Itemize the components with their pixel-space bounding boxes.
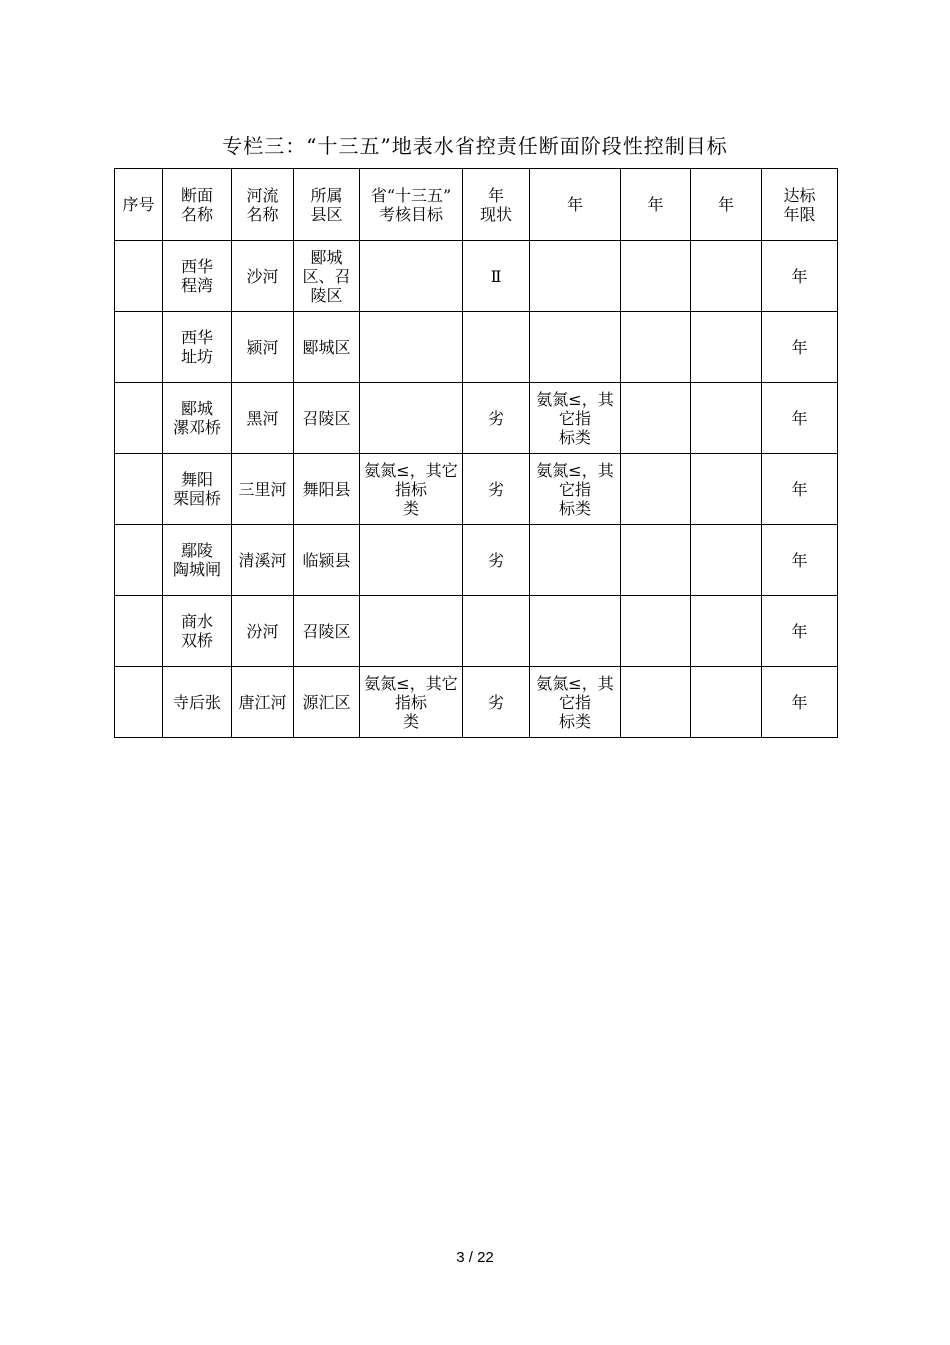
- cell-county: 郾城 区、召 陵区: [294, 241, 360, 312]
- cell-county: 舞阳县: [294, 454, 360, 525]
- cell-current-status: [463, 312, 530, 383]
- cell-compliance-deadline: 年: [762, 525, 838, 596]
- table-row: [115, 454, 838, 525]
- cell-year-1: 氨氮≤，其它指 标类: [530, 454, 621, 525]
- header-year-2: 年: [621, 169, 691, 241]
- cell-year-2: [621, 383, 691, 454]
- header-county: 所属 县区: [294, 169, 360, 241]
- cell-year-2: [621, 454, 691, 525]
- cell-county: 临颍县: [294, 525, 360, 596]
- table-header-row: [115, 169, 838, 241]
- cell-year-2: [621, 596, 691, 667]
- cell-serial: [115, 454, 163, 525]
- header-section-name: 断面 名称: [163, 169, 232, 241]
- cell-provincial-target: [360, 596, 463, 667]
- cell-section-name: 鄢陵 陶城闸: [163, 525, 232, 596]
- table-row: [115, 596, 838, 667]
- cell-year-3: [691, 667, 762, 738]
- cell-section-name: 舞阳 栗园桥: [163, 454, 232, 525]
- cell-river-name: 黑河: [232, 383, 294, 454]
- cell-serial: [115, 596, 163, 667]
- cell-county: 郾城区: [294, 312, 360, 383]
- table-row: [115, 667, 838, 738]
- cell-compliance-deadline: 年: [762, 596, 838, 667]
- cell-year-2: [621, 312, 691, 383]
- header-serial: 序号: [115, 169, 163, 241]
- cell-provincial-target: [360, 525, 463, 596]
- table-row: [115, 383, 838, 454]
- cell-provincial-target: [360, 383, 463, 454]
- cell-compliance-deadline: 年: [762, 667, 838, 738]
- cell-provincial-target: 氨氮≤，其它指标 类: [360, 454, 463, 525]
- cell-year-1: [530, 312, 621, 383]
- cell-section-name: 商水 双桥: [163, 596, 232, 667]
- cell-section-name: 郾城 漯邓桥: [163, 383, 232, 454]
- table-row: [115, 525, 838, 596]
- table-row: [115, 312, 838, 383]
- cell-provincial-target: [360, 312, 463, 383]
- cell-year-1: [530, 525, 621, 596]
- cell-current-status: 劣: [463, 454, 530, 525]
- cell-compliance-deadline: 年: [762, 241, 838, 312]
- cell-current-status: 劣: [463, 667, 530, 738]
- cell-provincial-target: [360, 241, 463, 312]
- header-year-1: 年: [530, 169, 621, 241]
- cell-year-3: [691, 383, 762, 454]
- cell-serial: [115, 241, 163, 312]
- cell-river-name: 汾河: [232, 596, 294, 667]
- cell-serial: [115, 312, 163, 383]
- cell-serial: [115, 383, 163, 454]
- cell-section-name: 西华 程湾: [163, 241, 232, 312]
- cell-compliance-deadline: 年: [762, 383, 838, 454]
- header-year-3: 年: [691, 169, 762, 241]
- cell-section-name: 西华 址坊: [163, 312, 232, 383]
- cell-year-3: [691, 525, 762, 596]
- cell-year-2: [621, 667, 691, 738]
- cell-current-status: Ⅱ: [463, 241, 530, 312]
- cell-year-1: [530, 241, 621, 312]
- cell-current-status: 劣: [463, 383, 530, 454]
- cell-serial: [115, 667, 163, 738]
- page-title: 专栏三：“十三五”地表水省控责任断面阶段性控制目标: [222, 134, 728, 158]
- cell-year-1: 氨氮≤，其它指 标类: [530, 383, 621, 454]
- page-number: 3 / 22: [456, 1249, 494, 1266]
- cell-serial: [115, 525, 163, 596]
- cell-provincial-target: 氨氮≤，其它指标 类: [360, 667, 463, 738]
- control-targets-table: [114, 168, 838, 738]
- cell-year-2: [621, 241, 691, 312]
- cell-river-name: 唐江河: [232, 667, 294, 738]
- cell-river-name: 沙河: [232, 241, 294, 312]
- cell-year-3: [691, 312, 762, 383]
- cell-year-3: [691, 454, 762, 525]
- cell-year-2: [621, 525, 691, 596]
- header-current-status: 年 现状: [463, 169, 530, 241]
- header-compliance-deadline: 达标 年限: [762, 169, 838, 241]
- cell-year-3: [691, 241, 762, 312]
- cell-year-3: [691, 596, 762, 667]
- cell-year-1: 氨氮≤，其它指 标类: [530, 667, 621, 738]
- cell-county: 召陵区: [294, 596, 360, 667]
- cell-compliance-deadline: 年: [762, 454, 838, 525]
- table-row: [115, 241, 838, 312]
- cell-year-1: [530, 596, 621, 667]
- cell-current-status: [463, 596, 530, 667]
- cell-county: 召陵区: [294, 383, 360, 454]
- header-provincial-target: 省“十三五” 考核目标: [360, 169, 463, 241]
- cell-county: 源汇区: [294, 667, 360, 738]
- cell-river-name: 清溪河: [232, 525, 294, 596]
- cell-river-name: 颍河: [232, 312, 294, 383]
- cell-compliance-deadline: 年: [762, 312, 838, 383]
- cell-current-status: 劣: [463, 525, 530, 596]
- cell-river-name: 三里河: [232, 454, 294, 525]
- cell-section-name: 寺后张: [163, 667, 232, 738]
- header-river-name: 河流 名称: [232, 169, 294, 241]
